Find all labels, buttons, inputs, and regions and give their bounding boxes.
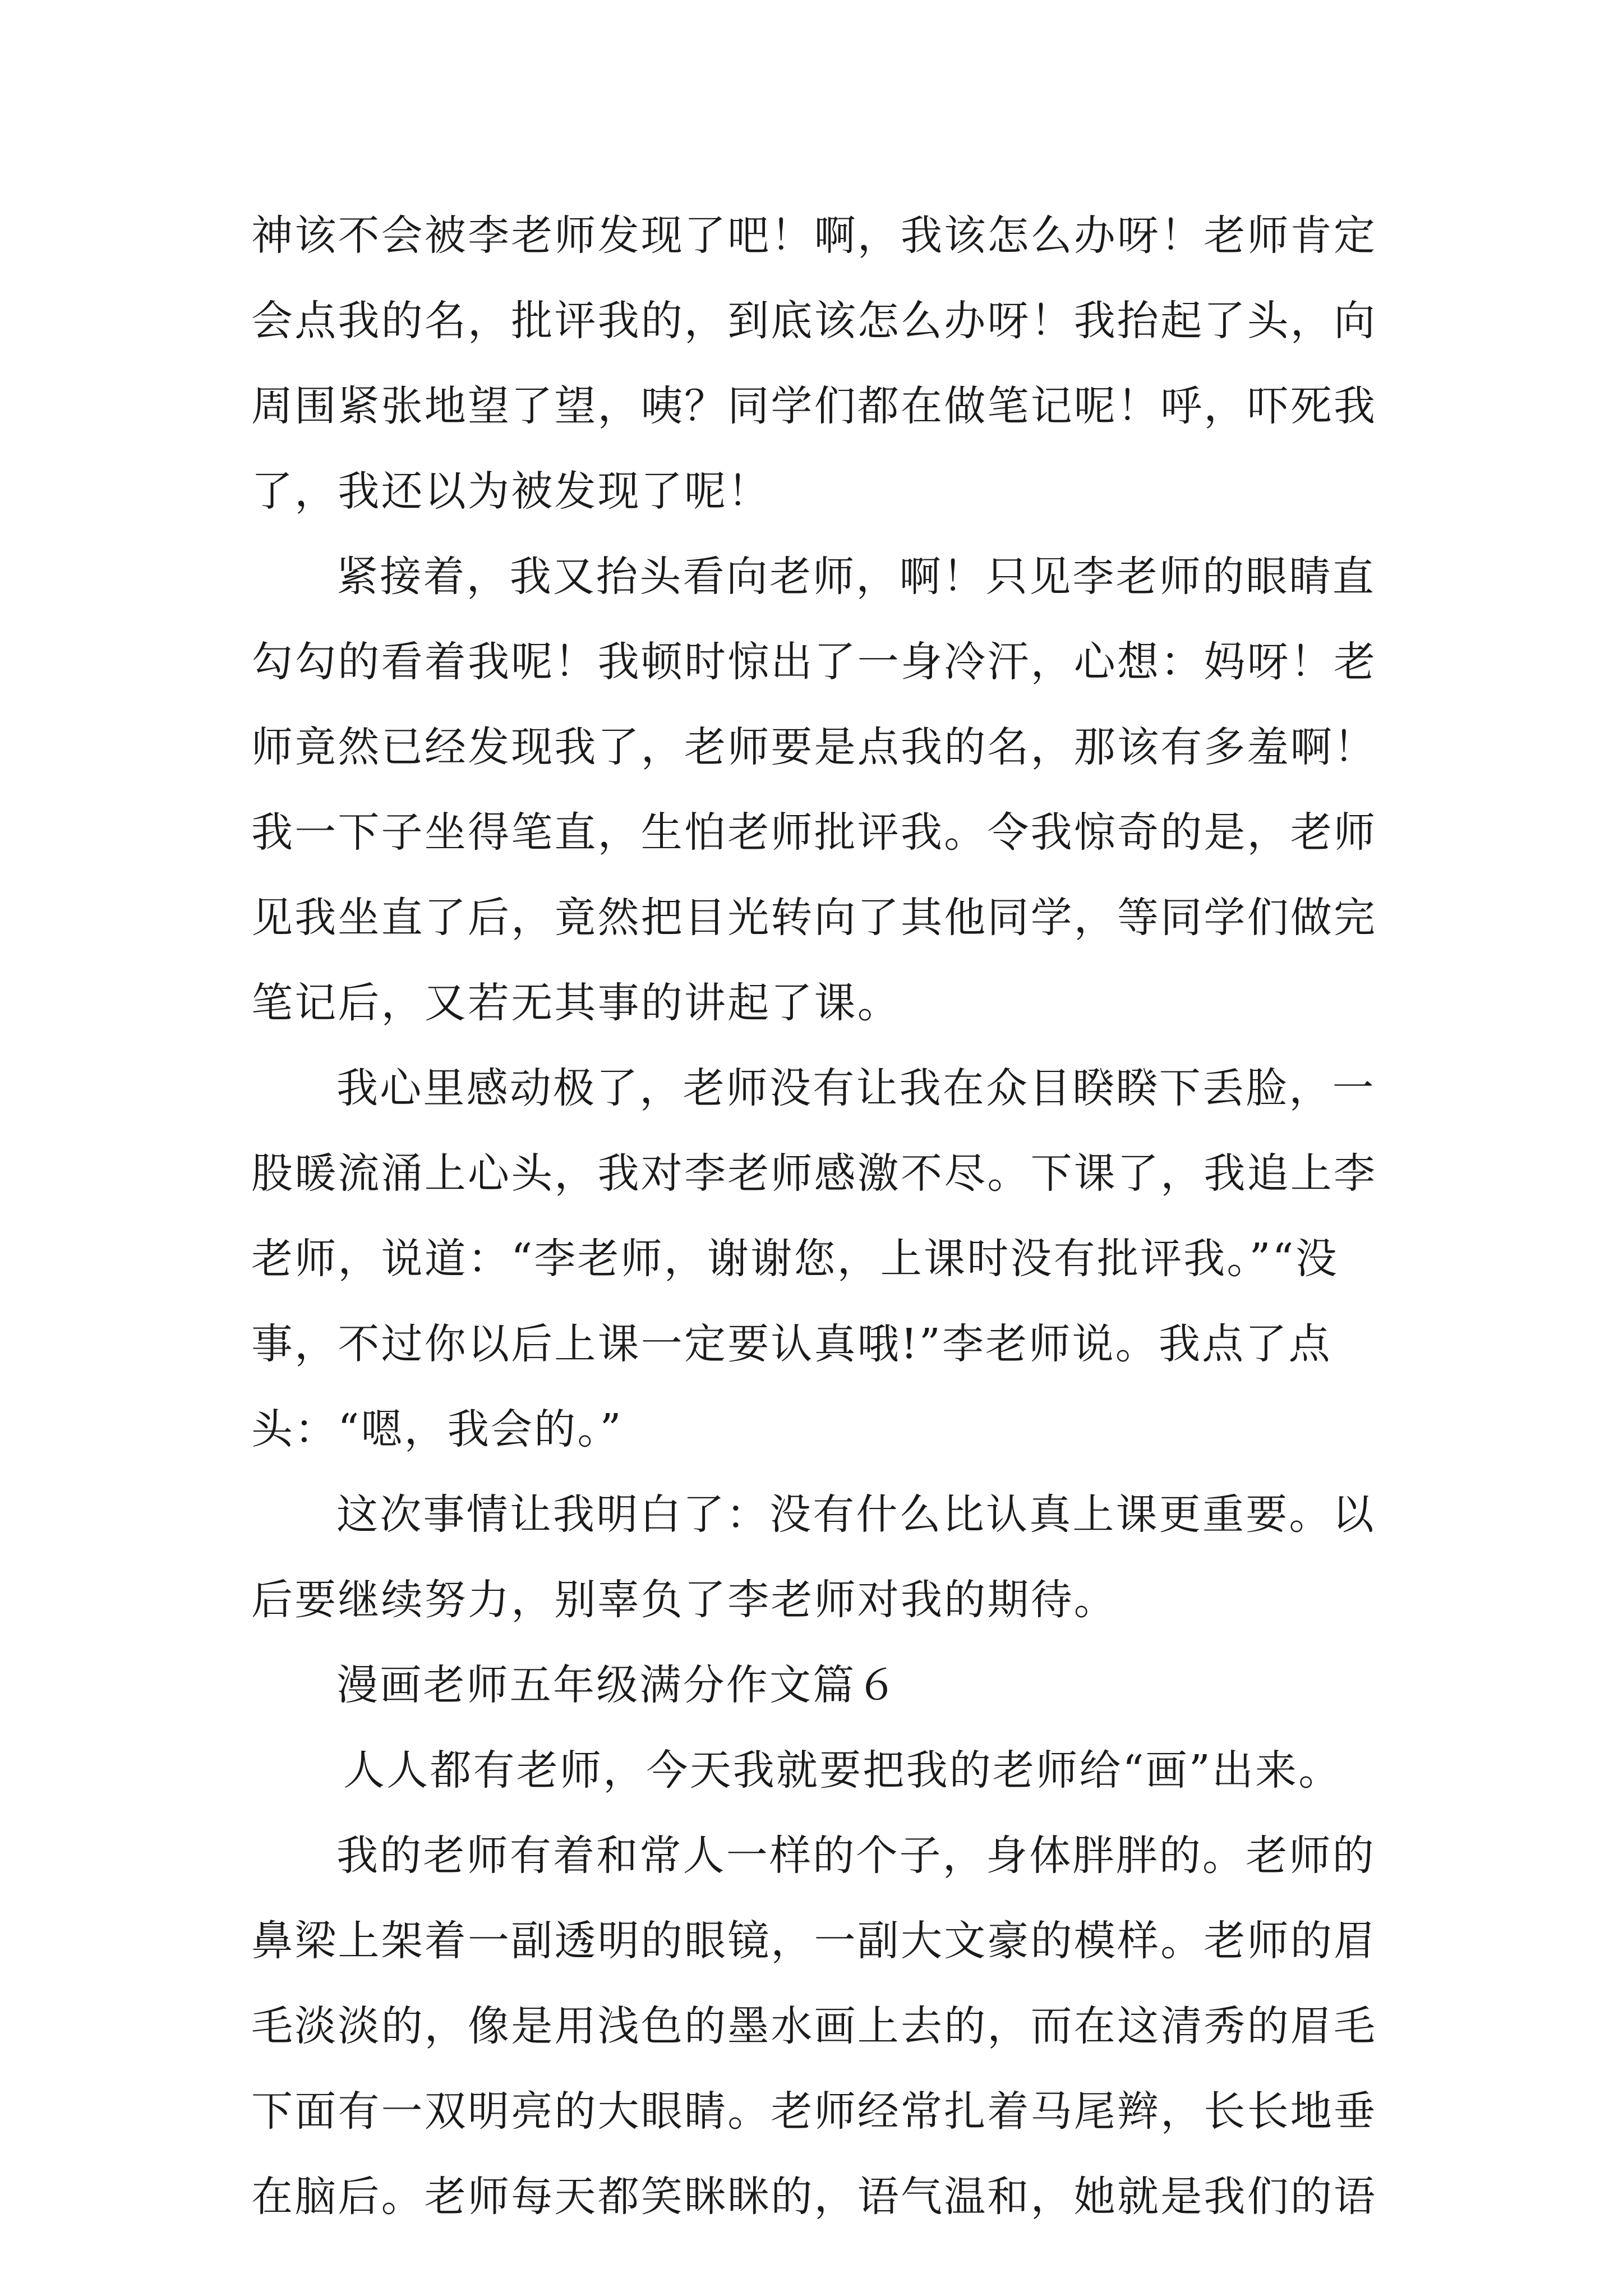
text-line: 毛淡淡的，像是用浅色的墨水画上去的，而在这清秀的眉毛 bbox=[251, 2002, 1377, 2050]
text-line: 笔记后，又若无其事的讲起了课。 bbox=[251, 979, 901, 1027]
paragraph-start-line: 人人都有老师，今天我就要把我的老师给“画”出来。 bbox=[343, 1746, 1342, 1795]
text-line: 周围紧张地望了望，咦？同学们都在做笔记呢！呼，吓死我 bbox=[251, 382, 1377, 430]
paragraph-start-line: 紧接着，我又抬头看向老师，啊！只见李老师的眼睛直 bbox=[336, 553, 1376, 601]
paragraph-start-line: 我心里感动极了，老师没有让我在众目睽睽下丢脸，一 bbox=[336, 1064, 1376, 1112]
paragraph-start-line: 我的老师有着和常人一样的个子，身体胖胖的。老师的 bbox=[336, 1832, 1376, 1880]
text-line: 股暖流涌上心头，我对李老师感激不尽。下课了，我追上李 bbox=[251, 1149, 1377, 1198]
section-heading: 漫画老师五年级满分作文篇６ bbox=[336, 1661, 900, 1709]
text-line: 鼻梁上架着一副透明的眼镜，一副大文豪的模样。老师的眉 bbox=[251, 1917, 1377, 1965]
text-line: 老师，说道：“李老师，谢谢您，上课时没有批评我。”“没 bbox=[251, 1235, 1339, 1283]
text-line: 师竟然已经发现我了，老师要是点我的名，那该有多羞啊！ bbox=[251, 723, 1377, 771]
text-line: 下面有一双明亮的大眼睛。老师经常扎着马尾辫，长长地垂 bbox=[251, 2087, 1377, 2136]
text-line: 事，不过你以后上课一定要认真哦!”李老师说。我点了点 bbox=[251, 1320, 1332, 1368]
paragraph-start-line: 这次事情让我明白了：没有什么比认真上课更重要。以 bbox=[336, 1490, 1376, 1539]
text-line: 我一下子坐得笔直，生怕老师批评我。令我惊奇的是，老师 bbox=[251, 808, 1377, 857]
text-line: 了，我还以为被发现了呢！ bbox=[251, 467, 771, 516]
text-line: 神该不会被李老师发现了吧！啊，我该怎么办呀！老师肯定 bbox=[251, 211, 1377, 260]
text-line: 见我坐直了后，竟然把目光转向了其他同学，等同学们做完 bbox=[251, 894, 1377, 942]
text-line: 后要继续努力，别辜负了李老师对我的期待。 bbox=[251, 1576, 1117, 1624]
text-line: 头：“嗯，我会的。” bbox=[251, 1405, 623, 1453]
text-line: 勾勾的看着我呢！我顿时惊出了一身冷汗，心想：妈呀！老 bbox=[251, 638, 1377, 686]
text-line: 在脑后。老师每天都笑眯眯的，语气温和，她就是我们的语 bbox=[251, 2173, 1377, 2221]
text-line: 会点我的名，批评我的，到底该怎么办呀！我抬起了头，向 bbox=[251, 297, 1377, 345]
